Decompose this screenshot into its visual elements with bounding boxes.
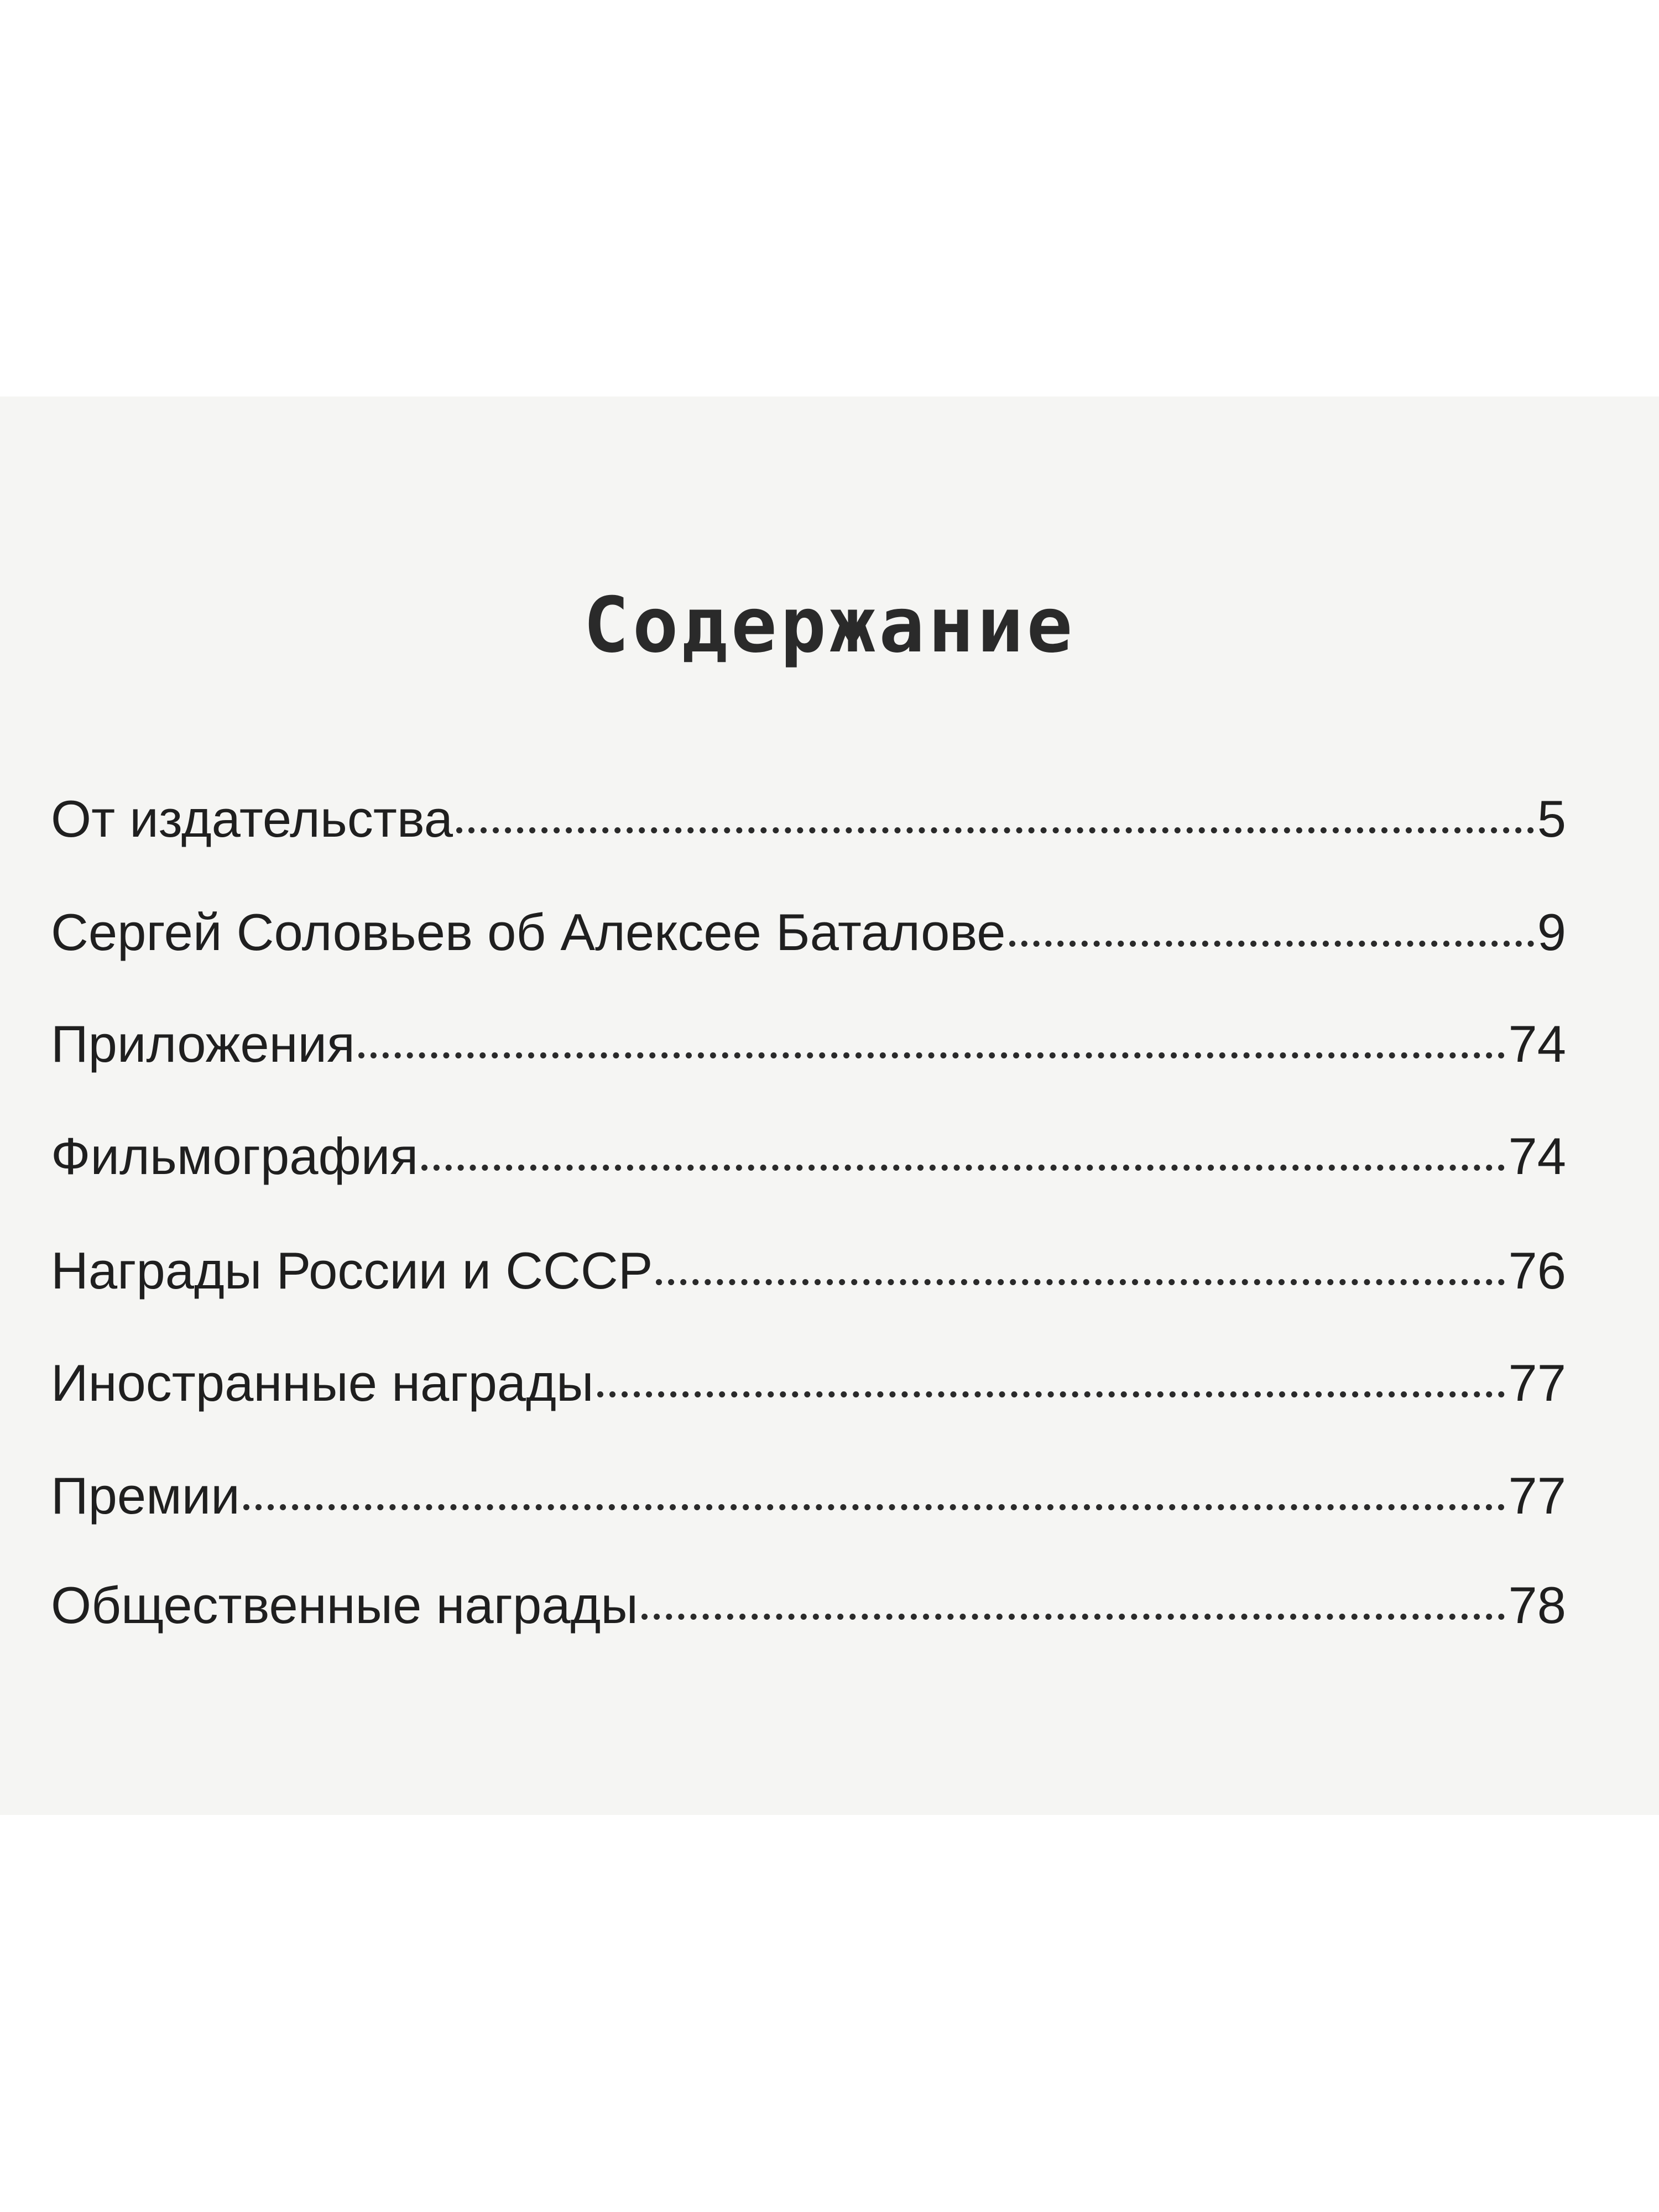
toc-entry xyxy=(51,1013,1566,1091)
toc-entry-label: Награды России и СССР xyxy=(51,1241,653,1300)
dot-leader xyxy=(243,1504,1505,1510)
dot-leader xyxy=(597,1391,1505,1397)
toc-entry xyxy=(51,788,1566,865)
toc-entry-page: 9 xyxy=(1537,903,1566,961)
table-of-contents xyxy=(51,397,1566,1815)
toc-entry-label: Приложения xyxy=(51,1015,355,1073)
toc-entry xyxy=(51,1240,1566,1317)
toc-entry xyxy=(51,1125,1566,1203)
toc-entry-page: 5 xyxy=(1537,790,1566,848)
toc-entry-label: Иностранные награды xyxy=(51,1354,594,1412)
toc-entry xyxy=(51,1465,1566,1542)
dot-leader xyxy=(358,1052,1505,1058)
toc-entry-page: 77 xyxy=(1508,1354,1566,1412)
toc-entry xyxy=(51,901,1566,979)
toc-entry-label: От издательства xyxy=(51,790,453,848)
toc-entry-page: 76 xyxy=(1508,1241,1566,1300)
dot-leader xyxy=(421,1165,1505,1171)
toc-entry-page: 74 xyxy=(1508,1015,1566,1073)
toc-entry-label: Сергей Соловьев об Алексее Баталове xyxy=(51,903,1006,961)
toc-entry-page: 77 xyxy=(1508,1467,1566,1525)
page-title: Содержание xyxy=(583,581,1076,670)
toc-entry-label: Премии xyxy=(51,1467,240,1525)
toc-entry-page: 78 xyxy=(1508,1576,1566,1634)
toc-entry-page: 74 xyxy=(1508,1127,1566,1185)
dot-leader xyxy=(456,827,1534,833)
book-page xyxy=(0,397,1659,1815)
toc-entry xyxy=(51,1574,1566,1652)
dot-leader xyxy=(1009,941,1534,947)
dot-leader xyxy=(641,1614,1505,1620)
toc-entry xyxy=(51,1352,1566,1430)
toc-entry-label: Фильмография xyxy=(51,1127,419,1185)
toc-entry-label: Общественные награды xyxy=(51,1576,638,1634)
dot-leader xyxy=(656,1279,1505,1285)
